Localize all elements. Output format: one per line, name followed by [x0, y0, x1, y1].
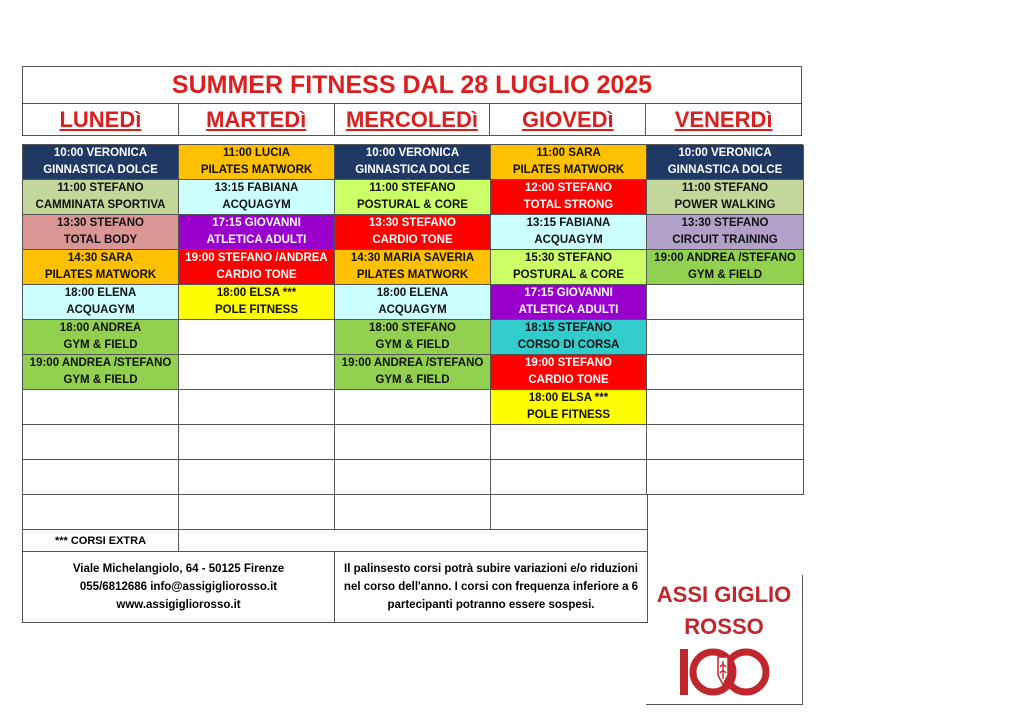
course-name: ATLETICA ADULTI [518, 304, 619, 316]
empty-cell [647, 285, 804, 320]
course-cell [491, 390, 647, 425]
schedule-row [23, 355, 803, 390]
course-cell [491, 250, 647, 285]
course-name: POLE FITNESS [526, 409, 611, 421]
note-line: Il palinsesto corsi potrà subire variazioni e/o riduzioni [344, 563, 638, 575]
course-time-instructor: 17:15 GIOVANNI [212, 217, 301, 229]
empty-cell [335, 390, 491, 425]
schedule-row [23, 215, 803, 250]
day-wednesday: MERCOLEDì [335, 104, 491, 135]
course-time-instructor: 11:00 SARA [536, 147, 601, 159]
course-cell [491, 355, 647, 390]
course-name: GYM & FIELD [63, 374, 138, 386]
course-name: CAMMINATA SPORTIVA [35, 199, 166, 211]
extra-empty-cell [179, 530, 648, 552]
course-time-instructor: 18:00 STEFANO [369, 322, 456, 334]
course-cell [335, 355, 491, 390]
club-name [657, 579, 791, 643]
course-name: ATLETICA ADULTI [206, 234, 307, 246]
schedule-row [23, 250, 803, 285]
schedule-row [23, 180, 803, 215]
club-name-line: ASSI GIGLIO [656, 582, 792, 607]
empty-cell [491, 460, 647, 495]
course-name: CARDIO TONE [216, 269, 297, 281]
course-cell [23, 215, 179, 250]
course-time-instructor: 14:30 SARA [67, 252, 134, 264]
course-cell [647, 250, 804, 285]
course-time-instructor: 10:00 VERONICA [53, 147, 148, 159]
course-cell [23, 320, 179, 355]
club-logo-box [646, 575, 803, 705]
course-name: GINNASTICA DOLCE [43, 164, 158, 176]
course-time-instructor: 19:00 STEFANO [525, 357, 612, 369]
schedule-row [23, 320, 803, 355]
schedule-row [23, 495, 803, 530]
course-name: CARDIO TONE [372, 234, 453, 246]
day-monday: LUNEDì [23, 104, 179, 135]
schedule-title: SUMMER FITNESS DAL 28 LUGLIO 2025 [22, 66, 802, 104]
course-time-instructor: 19:00 ANDREA /STEFANO [654, 252, 796, 264]
schedule-row [23, 425, 803, 460]
course-name: GYM & FIELD [375, 339, 450, 351]
empty-cell [491, 425, 647, 460]
course-name: PILATES MATWORK [356, 269, 469, 281]
course-name: GYM & FIELD [687, 269, 763, 281]
course-name: ACQUAGYM [222, 199, 291, 211]
course-time-instructor: 13:15 FABIANA [214, 182, 299, 194]
note-line: nel corso dell'anno. I corsi con frequenza inferiore a 6 [343, 581, 639, 593]
club-name-line: ROSSO [684, 614, 764, 639]
empty-cell [647, 425, 804, 460]
empty-cell [179, 460, 335, 495]
centenary-100-logo-icon [676, 645, 772, 699]
course-name: POLE FITNESS [214, 304, 299, 316]
course-cell [179, 145, 335, 180]
course-name: ACQUAGYM [534, 234, 603, 246]
course-name: POWER WALKING [674, 199, 776, 211]
course-time-instructor: 19:00 ANDREA /STEFANO [341, 357, 484, 369]
empty-cell [179, 425, 335, 460]
course-cell [335, 215, 491, 250]
course-name: GYM & FIELD [63, 339, 138, 351]
course-name: GINNASTICA DOLCE [355, 164, 470, 176]
address-block [23, 552, 335, 623]
extra-row [23, 530, 803, 552]
empty-cell [179, 390, 335, 425]
course-cell [179, 215, 335, 250]
course-time-instructor: 13:30 STEFANO [681, 217, 769, 229]
course-cell [335, 320, 491, 355]
course-time-instructor: 18:00 ELSA *** [528, 392, 609, 404]
course-time-instructor: 19:00 ANDREA /STEFANO [29, 357, 172, 369]
course-cell [491, 180, 647, 215]
course-name: TOTAL STRONG [523, 199, 614, 211]
course-time-instructor: 11:00 LUCIA [222, 147, 291, 159]
course-time-instructor: 10:00 VERONICA [365, 147, 460, 159]
schedule-grid [22, 144, 803, 639]
schedule-note [335, 552, 648, 623]
day-tuesday: MARTEDì [179, 104, 335, 135]
course-time-instructor: 18:00 ANDREA [59, 322, 142, 334]
course-cell [179, 180, 335, 215]
course-time-instructor: 18:00 ELENA [376, 287, 449, 299]
course-name: TOTAL BODY [63, 234, 138, 246]
course-cell [491, 215, 647, 250]
course-cell [335, 145, 491, 180]
schedule-row [23, 145, 803, 180]
contact-line: 055/6812686 info@assigigliorosso.it [79, 581, 278, 593]
empty-cell [23, 390, 179, 425]
empty-cell [23, 495, 179, 530]
course-cell [179, 285, 335, 320]
course-cell [23, 145, 179, 180]
course-cell [647, 215, 804, 250]
course-cell [335, 180, 491, 215]
course-time-instructor: 18:15 STEFANO [525, 322, 612, 334]
course-name: PILATES MATWORK [200, 164, 313, 176]
empty-cell [335, 460, 491, 495]
extra-courses-label: *** CORSI EXTRA [23, 530, 179, 552]
course-time-instructor: 15:30 STEFANO [525, 252, 612, 264]
course-time-instructor: 14:30 MARIA SAVERIA [350, 252, 475, 264]
course-time-instructor: 19:00 STEFANO /ANDREA [185, 252, 328, 264]
course-cell [23, 180, 179, 215]
course-name: ACQUAGYM [378, 304, 447, 316]
course-time-instructor: 11:00 STEFANO [57, 182, 144, 194]
empty-cell [647, 320, 804, 355]
course-time-instructor: 10:00 VERONICA [678, 147, 772, 159]
empty-cell [335, 425, 491, 460]
course-cell [23, 250, 179, 285]
course-cell [335, 250, 491, 285]
course-cell [491, 145, 647, 180]
course-name: GINNASTICA DOLCE [667, 164, 783, 176]
days-header [22, 104, 802, 136]
empty-cell [179, 320, 335, 355]
course-name: POSTURAL & CORE [357, 199, 468, 211]
course-time-instructor: 17:15 GIOVANNI [524, 287, 613, 299]
course-name: POSTURAL & CORE [513, 269, 624, 281]
course-name: PILATES MATWORK [512, 164, 625, 176]
course-name: CORSO DI CORSA [517, 339, 620, 351]
empty-cell [491, 495, 648, 530]
course-time-instructor: 13:30 STEFANO [57, 217, 144, 229]
course-cell [23, 285, 179, 320]
schedule-row [23, 390, 803, 425]
course-cell [647, 145, 804, 180]
course-time-instructor: 11:00 STEFANO [369, 182, 456, 194]
course-cell [23, 355, 179, 390]
course-time-instructor: 13:30 STEFANO [369, 217, 456, 229]
course-name: CIRCUIT TRAINING [672, 234, 778, 246]
empty-cell [335, 495, 491, 530]
empty-cell [647, 355, 804, 390]
address-line: Viale Michelangiolo, 64 - 50125 Firenze [72, 563, 285, 575]
empty-cell [179, 355, 335, 390]
course-cell [491, 285, 647, 320]
course-cell [179, 250, 335, 285]
course-time-instructor: 11:00 STEFANO [681, 182, 769, 194]
course-time-instructor: 18:00 ELENA [64, 287, 137, 299]
schedule-sheet [22, 66, 802, 639]
course-name: GYM & FIELD [375, 374, 450, 386]
course-cell [335, 285, 491, 320]
empty-cell [647, 460, 804, 495]
website-link[interactable]: www.assigigliorosso.it [116, 599, 241, 611]
course-time-instructor: 13:15 FABIANA [526, 217, 611, 229]
course-time-instructor: 12:00 STEFANO [525, 182, 612, 194]
course-cell [491, 320, 647, 355]
course-name: CARDIO TONE [528, 374, 609, 386]
empty-cell [23, 460, 179, 495]
day-thursday: GIOVEDì [490, 104, 646, 135]
note-line: partecipanti potranno essere sospesi. [387, 599, 595, 611]
course-time-instructor: 18:00 ELSA *** [216, 287, 297, 299]
course-name: ACQUAGYM [66, 304, 135, 316]
empty-cell [23, 425, 179, 460]
schedule-row [23, 285, 803, 320]
empty-cell [179, 495, 335, 530]
course-name: PILATES MATWORK [44, 269, 157, 281]
empty-cell [647, 390, 804, 425]
schedule-row [23, 460, 803, 495]
day-friday: VENERDì [674, 106, 773, 132]
course-cell [647, 180, 804, 215]
